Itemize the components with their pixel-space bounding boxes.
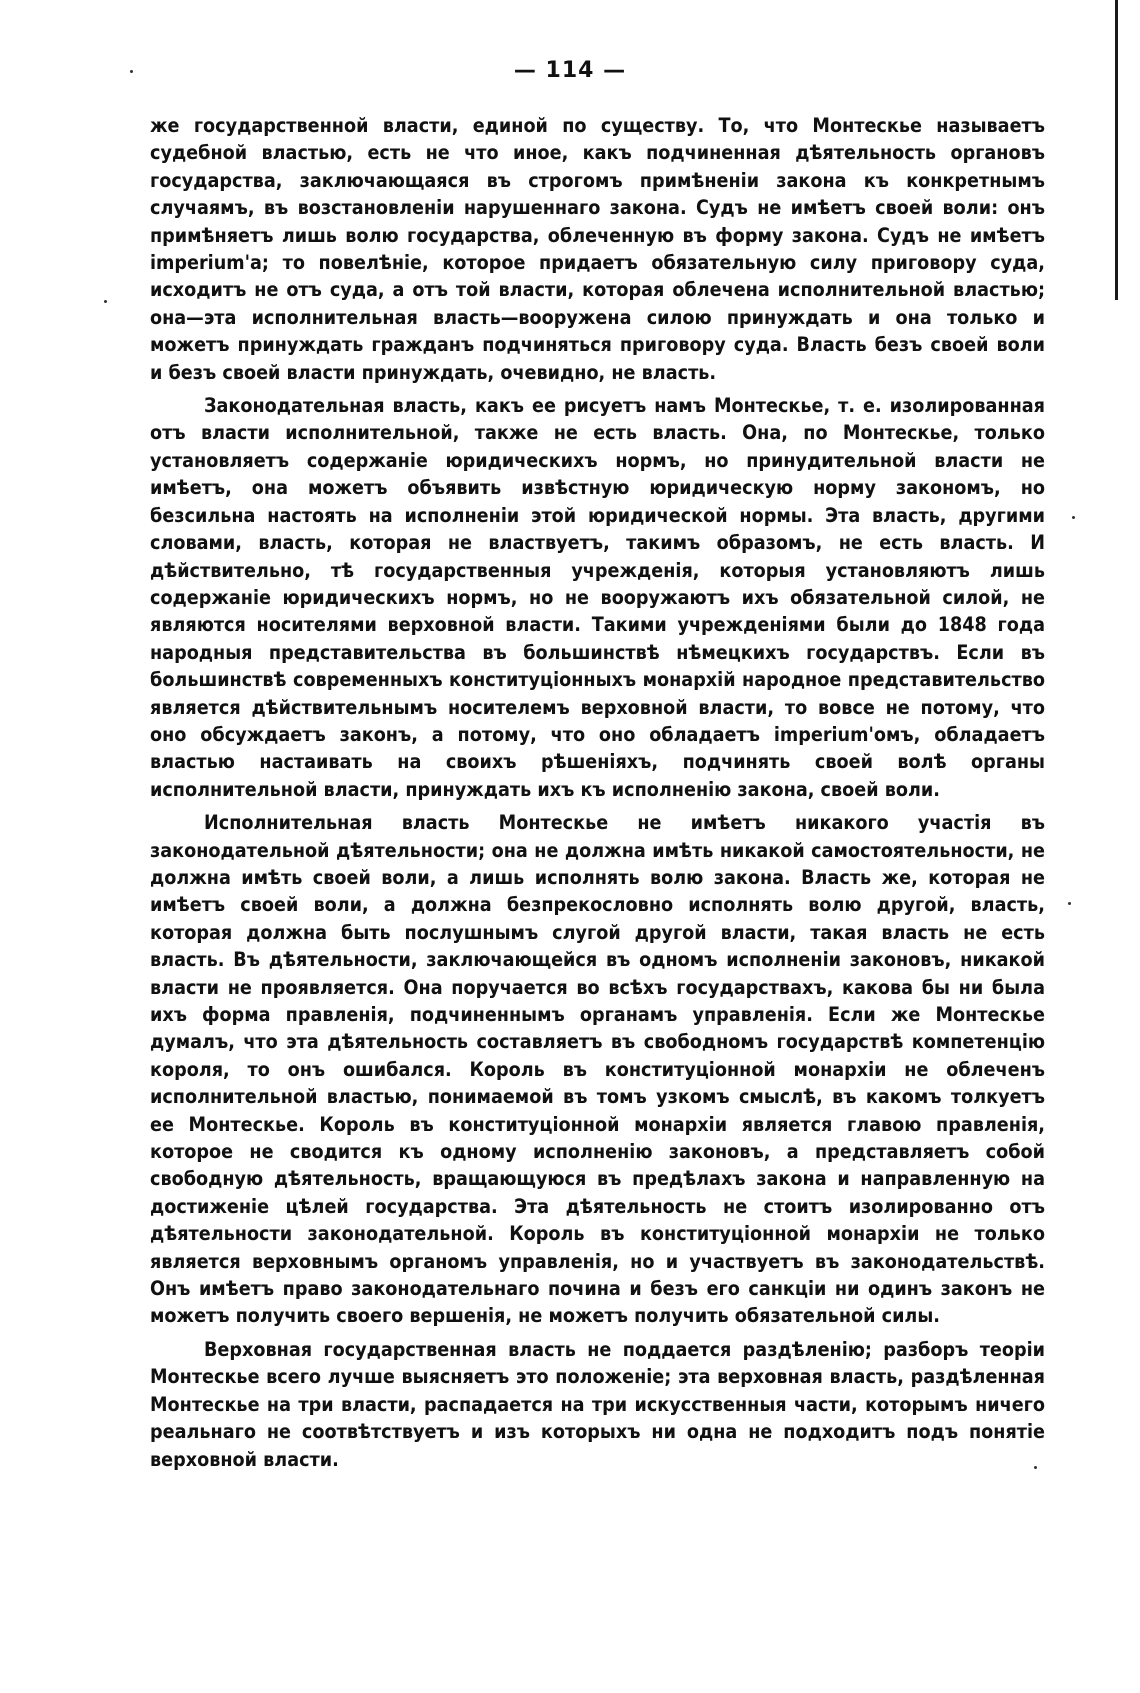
page-number: — 114 — (513, 58, 627, 83)
body-text (150, 112, 1045, 1479)
scan-speck (104, 300, 107, 303)
paragraph: Законодательная власть, какъ ее рисуетъ намъ Монтескье, т. е. изолированная отъ власти исполнительной, также не есть власть. Она, по Монтескье, только установляетъ содержаніе юридическихъ нормъ, но принудительной власти не имѣетъ, она можетъ объявить извѣстную юридическую норму закономъ, но безсильна настоять на исполненіи этой юридической нормы. Эта власть, другими словами, власть, которая не властвуетъ, такимъ образомъ, не есть власть. И дѣйствительно, тѣ государственныя учрежденія, которыя установляютъ лишь содержаніе юридическихъ нормъ, но не вооружаютъ ихъ обязательной силой, не являются носителями верховной власти. Такими учрежденіями были до 1848 года народныя представительства въ большинствѣ нѣмецкихъ государствъ. Если въ большинствѣ современныхъ конституціонныхъ монархій народное представительство является дѣйствительнымъ носителемъ верховной власти, то вовсе не потому, что оно обсуждаетъ законъ, а потому, что оно обладаетъ imperium'омъ, обладаетъ властью настаивать на своихъ рѣшеніяхъ, подчинять своей волѣ органы исполнительной власти, принуждать ихъ къ исполненію закона, своей воли. (150, 394, 1045, 801)
scan-speck (1068, 902, 1071, 905)
margin-scan-line (1115, 0, 1118, 300)
scan-speck (1072, 516, 1075, 519)
paragraph: Верховная государственная власть не поддается раздѣленію; разборъ теоріи Монтескье всего лучше выясняетъ это положеніе; эта верховная власть, раздѣленная Монтескье на три власти, распадается на три искусственныя части, которымъ ничего реальнаго не соотвѣтствуетъ и изъ которыхъ ни одна не подходитъ подъ понятіе верховной власти. (150, 1337, 1045, 1471)
paragraph: же государственной власти, единой по существу. То, что Монтескье называетъ судебной властью, есть не что иное, какъ подчиненная дѣятельность органовъ государства, заключающаяся въ строгомъ примѣненіи закона къ конкретнымъ случаямъ, въ возстановленіи нарушеннаго закона. Судъ не имѣетъ своей воли: онъ примѣняетъ лишь волю государства, облеченную въ форму закона. Судъ не имѣетъ imperium'а; то повелѣніе, которое придаетъ обязательную силу приговору суда, исходитъ не отъ суда, а отъ той власти, которая облечена исполнительной властью; она—эта исполнительная власть—вооружена силою принуждать и она только и можетъ принуждать гражданъ подчиняться приговору суда. Власть безъ своей воли и безъ своей власти принуждать, очевидно, не власть. (150, 114, 1045, 384)
paragraph: Исполнительная власть Монтескье не имѣетъ никакого участія въ законодательной дѣятельности; она не должна имѣть никакой самостоятельности, не должна имѣть своей воли, а лишь исполнять волю закона. Власть же, которая не имѣетъ своей воли, а должна безпрекословно исполнять волю другой, власть, которая должна быть послушнымъ слугой другой власти, такая власть не есть власть. Въ дѣятельности, заключающейся въ одномъ исполненіи законовъ, никакой власти не проявляется. Она поручается во всѣхъ государствахъ, какова бы ни была ихъ форма правленія, подчиненнымъ органамъ управленія. Если же Монтескье думалъ, что эта дѣятельность составляетъ въ свободномъ государствѣ компетенцію короля, то онъ ошибался. Король въ конституціонной монархіи не облеченъ исполнительной властью, понимаемой въ томъ узкомъ смыслѣ, въ какомъ толкуетъ ее Монтескье. Король въ конституціонной монархіи является главою правленія, которое не сводится къ одному исполненію законовъ, а представляетъ собой свободную дѣятельность, вращающуюся въ предѣлахъ закона и направленную на достиженіе цѣлей государства. Эта дѣятельность не стоитъ изолированно отъ дѣятельности законодательной. Король въ конституціонной монархіи не только является верховнымъ органомъ управленія, но и участвуетъ въ законодательствѣ. Онъ имѣетъ право законодательнаго почина и безъ его санкціи ни одинъ законъ не можетъ получить своего вершенія, не можетъ получить обязательной силы. (150, 811, 1045, 1328)
